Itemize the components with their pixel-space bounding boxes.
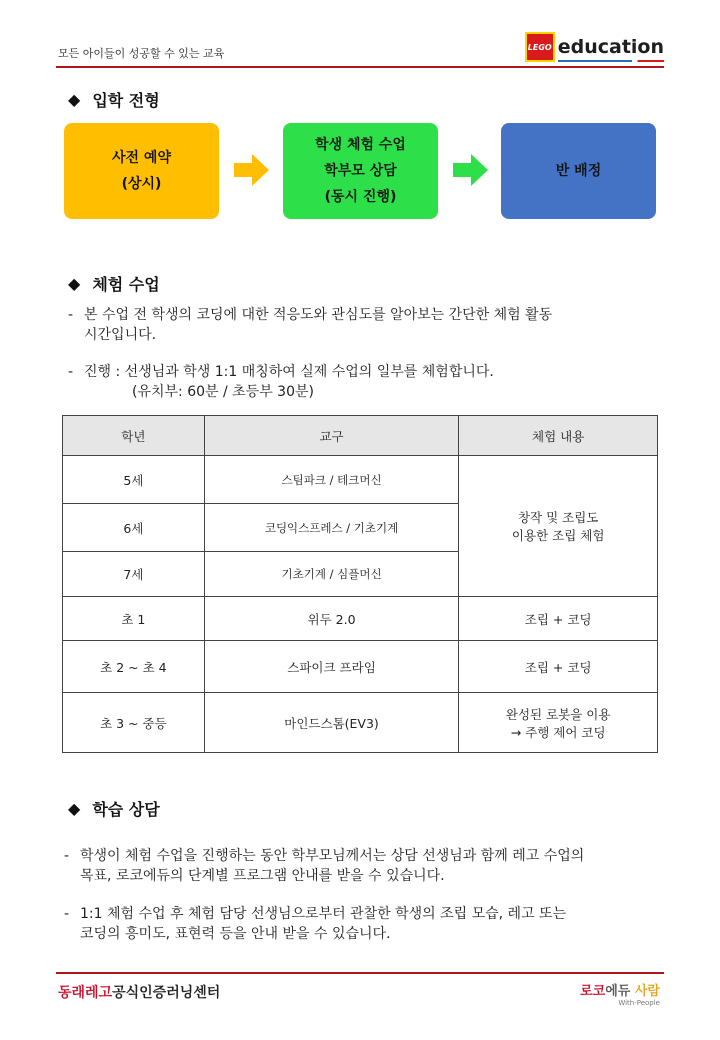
trial-p2-line2: (유치부: 60분 / 초등부 30분) xyxy=(132,384,314,400)
kit-cell: 코딩익스프레스 / 기초기계 xyxy=(204,504,459,552)
grade-cell: 초 3 ~ 중등 xyxy=(63,693,205,753)
table-row xyxy=(63,693,658,753)
consult-title-text: 학습 상담 xyxy=(92,800,160,819)
content-cell: 조립 + 코딩 xyxy=(459,597,658,641)
header-grade: 학년 xyxy=(63,416,205,456)
header-slogan: 모든 아이들이 성공할 수 있는 교육 xyxy=(58,47,225,60)
table-row xyxy=(63,456,658,504)
diamond-bullet-icon: ◆ xyxy=(68,274,81,293)
trial-p1-line2: 시간입니다. xyxy=(84,327,157,343)
diamond-bullet-icon: ◆ xyxy=(68,799,81,818)
flow-step2-line3: (동시 진행) xyxy=(324,189,397,205)
merged-content-cell xyxy=(459,456,658,597)
trial-program-table xyxy=(62,415,658,753)
consult-paragraph-1: - 학생이 체험 수업을 진행하는 동안 학부모님께서는 상담 선생님과 함께 레고 수업의 목표, 로코에듀의 단계별 프로그램 안내를 받을 수 있습니다. xyxy=(64,846,674,886)
admission-title-text: 입학 전형 xyxy=(92,91,160,110)
kit-cell: 스파이크 프라임 xyxy=(204,641,459,693)
lego-education-logo xyxy=(525,30,664,64)
trial-p2-line1: 진행 : 선생님과 학생 1:1 매칭하여 실제 수업의 일부를 체험합니다. xyxy=(84,364,494,380)
flow-step1-line2: (상시) xyxy=(121,176,162,192)
content-line2: → 주행 제어 코딩 xyxy=(510,724,606,740)
center-name-rest: 공식인증러닝센터 xyxy=(112,985,221,1001)
kit-cell: 마인드스톰(EV3) xyxy=(204,693,459,753)
consult-p2-line2: 코딩의 흥미도, 표현력 등을 안내 받을 수 있습니다. xyxy=(80,926,391,942)
trial-p1-line1: 본 수업 전 학생의 코딩에 대한 적응도와 관심도를 알아보는 간단한 체험 활동 xyxy=(84,307,553,323)
grade-cell: 7세 xyxy=(63,552,205,597)
header-kit: 교구 xyxy=(204,416,459,456)
page-header xyxy=(56,28,664,68)
flow-arrow-right-icon xyxy=(453,152,489,188)
consult-p2-line1: 1:1 체험 수업 후 체험 담당 선생님으로부터 관찰한 학생의 조립 모습, 레고 또는 xyxy=(80,906,567,922)
consult-p1-line2: 목표, 로코에듀의 단계별 프로그램 안내를 받을 수 있습니다. xyxy=(80,868,445,884)
trial-section-title xyxy=(68,272,160,295)
consult-p1-line1: 학생이 체험 수업을 진행하는 동안 학부모님께서는 상담 선생님과 함께 레고 수업의 xyxy=(80,848,585,864)
flow-step2-line1: 학생 체험 수업 xyxy=(315,137,406,153)
flow-step-trial-consult xyxy=(283,123,438,219)
flow-step2-line2: 학부모 상담 xyxy=(324,163,397,179)
flow-step3-line1: 반 배정 xyxy=(555,163,602,179)
brand-part-3: 사람 xyxy=(634,984,660,999)
content-cell: 조립 + 코딩 xyxy=(459,641,658,693)
table-row xyxy=(63,597,658,641)
kit-cell: 기초기계 / 심플머신 xyxy=(204,552,459,597)
trial-title-text: 체험 수업 xyxy=(92,275,160,294)
merged-content-line2: 이용한 조립 체험 xyxy=(511,528,605,543)
table-row xyxy=(63,641,658,693)
grade-cell: 초 1 xyxy=(63,597,205,641)
brand-subtitle: With-People xyxy=(618,999,660,1007)
kit-cell: 위두 2.0 xyxy=(204,597,459,641)
trial-paragraph-1: - 본 수업 전 학생의 코딩에 대한 적응도와 관심도를 알아보는 간단한 체험 활동 시간입니다. xyxy=(68,305,668,345)
logo-word: education xyxy=(557,36,664,58)
learning-center-name xyxy=(58,982,220,1002)
lego-logo-mark: LEGO xyxy=(525,32,555,62)
page-footer xyxy=(56,972,664,1006)
grade-cell: 6세 xyxy=(63,504,205,552)
consult-section-title xyxy=(68,797,160,820)
content-cell xyxy=(459,693,658,753)
rocoedu-logo xyxy=(580,980,660,1007)
grade-cell: 초 2 ~ 초 4 xyxy=(63,641,205,693)
flow-step-reservation xyxy=(64,123,219,219)
content-line1: 완성된 로봇을 이용 xyxy=(505,706,611,722)
brand-part-1: 로코 xyxy=(580,984,606,999)
kit-cell: 스팀파크 / 테크머신 xyxy=(204,456,459,504)
flow-step-class-assignment xyxy=(501,123,656,219)
header-content: 체험 내용 xyxy=(459,416,658,456)
brand-part-2: 에듀 xyxy=(605,984,631,999)
flow-step1-line1: 사전 예약 xyxy=(112,150,171,166)
diamond-bullet-icon: ◆ xyxy=(68,90,81,109)
center-name-red: 동래레고 xyxy=(58,985,113,1001)
consult-paragraph-2: - 1:1 체험 수업 후 체험 담당 선생님으로부터 관찰한 학생의 조립 모습, 레고 또는 코딩의 흥미도, 표현력 등을 안내 받을 수 있습니다. xyxy=(64,904,674,944)
merged-content-line1: 창작 및 조립도 xyxy=(517,510,599,525)
admission-section-title xyxy=(68,88,160,111)
trial-paragraph-2: - 진행 : 선생님과 학생 1:1 매칭하여 실제 수업의 일부를 체험합니다. (유치부: 60분 / 초등부 30분) xyxy=(68,362,668,402)
flow-arrow-right-icon xyxy=(234,152,270,188)
table-header-row xyxy=(63,416,658,456)
grade-cell: 5세 xyxy=(63,456,205,504)
